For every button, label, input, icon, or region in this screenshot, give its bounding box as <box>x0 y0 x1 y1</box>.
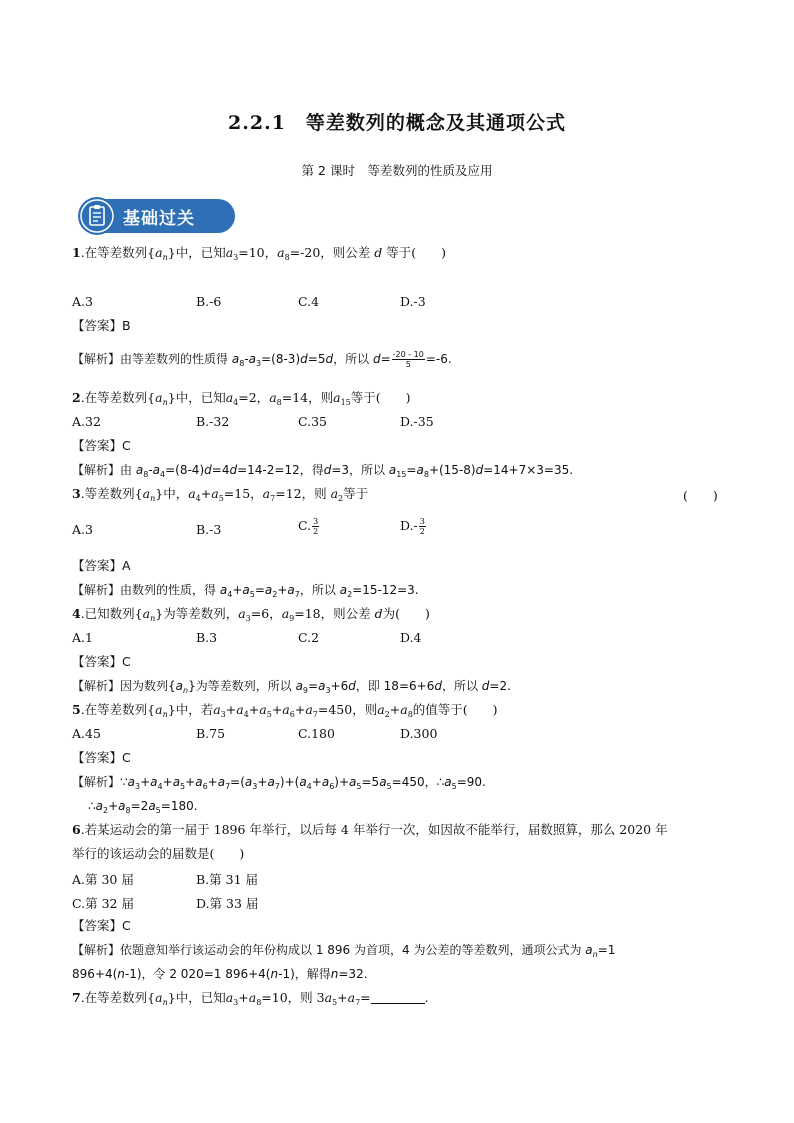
q5-analysis-line2: $\therefore a_2+a_8=2a_5=180$. <box>88 799 198 815</box>
q5-option-b: B.75 <box>196 726 226 741</box>
q3-answer: 【答案】A <box>72 558 131 573</box>
q4-analysis: 【解析】因为数列$\{a_n\}$为等差数列，所以 $a_9=a_3+6d$，即 18=6+6d，所以 d=2. <box>72 679 511 695</box>
q2-option-a: A.32 <box>72 414 101 429</box>
question-6-stem-line1: 6.若某运动会的第一届于 1896 年举行，以后每 4 年举行一次，如因故不能举行，届数照算，那么 2020 年 <box>72 822 668 837</box>
q3-option-d: D.- $\frac{3}{2}$ <box>400 517 425 536</box>
q3-option-b: B.-3 <box>196 522 222 537</box>
q6-analysis-line1: 【解析】依题意知举行该运动会的年份构成以 1 896 为首项，4 为公差的等差数列，通项公式为 $a_n=1$ <box>72 943 616 959</box>
banner-label: 基础过关 <box>123 209 195 229</box>
q5-answer: 【答案】C <box>72 750 131 765</box>
q1-option-a: A.3 <box>72 294 93 309</box>
q6-option-c: C.第 32 届 <box>72 896 134 911</box>
q2-option-b: B.-32 <box>196 414 230 429</box>
clipboard-icon <box>77 196 117 236</box>
q6-option-a: A.第 30 届 <box>72 872 134 887</box>
q4-option-c: C.2 <box>298 630 320 645</box>
q3-option-c: C. $\frac{3}{2}$ <box>298 517 319 536</box>
q4-option-d: D.4 <box>400 630 422 645</box>
section-banner <box>77 196 235 236</box>
q4-option-a: A.1 <box>72 630 93 645</box>
q1-option-b: B.-6 <box>196 294 222 309</box>
q3-analysis: 【解析】由数列的性质，得 $a_4+a_5=a_2+a_7$，所以 $a_2=15-12=3$. <box>72 583 419 599</box>
answer-blank <box>371 991 425 1004</box>
q5-option-c: C.180 <box>298 726 335 741</box>
q4-option-b: B.3 <box>196 630 218 645</box>
q2-answer: 【答案】C <box>72 438 131 453</box>
q1-option-c: C.4 <box>298 294 320 309</box>
question-6-stem-line2: 举行的该运动会的届数是( ) <box>72 846 245 861</box>
q2-analysis: 【解析】由 $a_8-a_4=(8-4)d=4d=14-2=12$，得d=3，所以 $a_{15}=a_8+(15-8)d=14+7\times 3=35$. <box>72 463 574 479</box>
q6-analysis-line2: 896+4(n-1)，令 2 020=1 896+4(n-1)，解得n=32. <box>72 967 368 981</box>
q5-option-d: D.300 <box>400 726 438 741</box>
q3-option-a: A.3 <box>72 522 93 537</box>
question-4-stem: 4.已知数列$\{a_n\}$为等差数列，$a_3=6$，$a_9=18$，则公差 d为( ) <box>72 606 430 623</box>
question-7-stem: 7.在等差数列$\{a_n\}$中，已知$a_3+a_8=10$，则 $3a_5+a_7=$ . <box>72 990 429 1007</box>
question-1-stem: 1.在等差数列$\{a_n\}$中，已知$a_3=10$，$a_8=-20$，则公差 d 等于( ) <box>72 245 447 262</box>
question-5-stem: 5.在等差数列$\{a_n\}$中，若$a_3+a_4+a_5+a_6+a_7=450$，则$a_2+a_8$的值等于( ) <box>72 702 498 719</box>
q6-option-d: D.第 33 届 <box>196 896 259 911</box>
question-2-stem: 2.在等差数列$\{a_n\}$中，已知$a_4=2$，$a_8=14$，则$a_{15}$等于( ) <box>72 390 411 407</box>
q2-option-c: C.35 <box>298 414 327 429</box>
page-title: 2.2.1 等差数列的概念及其通项公式 <box>228 112 566 134</box>
q6-option-b: B.第 31 届 <box>196 872 259 887</box>
q4-answer: 【答案】C <box>72 654 131 669</box>
question-3-stem: 3.等差数列$\{a_n\}$中，$a_4+a_5=15$，$a_7=12$，则 $a_2$等于 <box>72 486 369 503</box>
q1-answer: 【答案】B <box>72 318 131 333</box>
q6-answer: 【答案】C <box>72 918 131 933</box>
q1-analysis: 【解析】由等差数列的性质得 $a_8-a_3=(8-3)d=5d$，所以 d= $\frac{-20 - 10}{5}$ =-6. <box>72 350 452 369</box>
q1-option-d: D.-3 <box>400 294 426 309</box>
q3-answer-paren: ( ) <box>683 488 718 503</box>
q2-option-d: D.-35 <box>400 414 434 429</box>
q5-analysis: 【解析】$\because a_3+a_4+a_5+a_6+a_7=(a_3+a_7)+(a_4+a_6)+a_5=5a_5=450$，$\therefore a_5=90$. <box>72 775 486 791</box>
q5-option-a: A.45 <box>72 726 101 741</box>
page-subtitle: 第 2 课时 等差数列的性质及应用 <box>301 163 493 178</box>
